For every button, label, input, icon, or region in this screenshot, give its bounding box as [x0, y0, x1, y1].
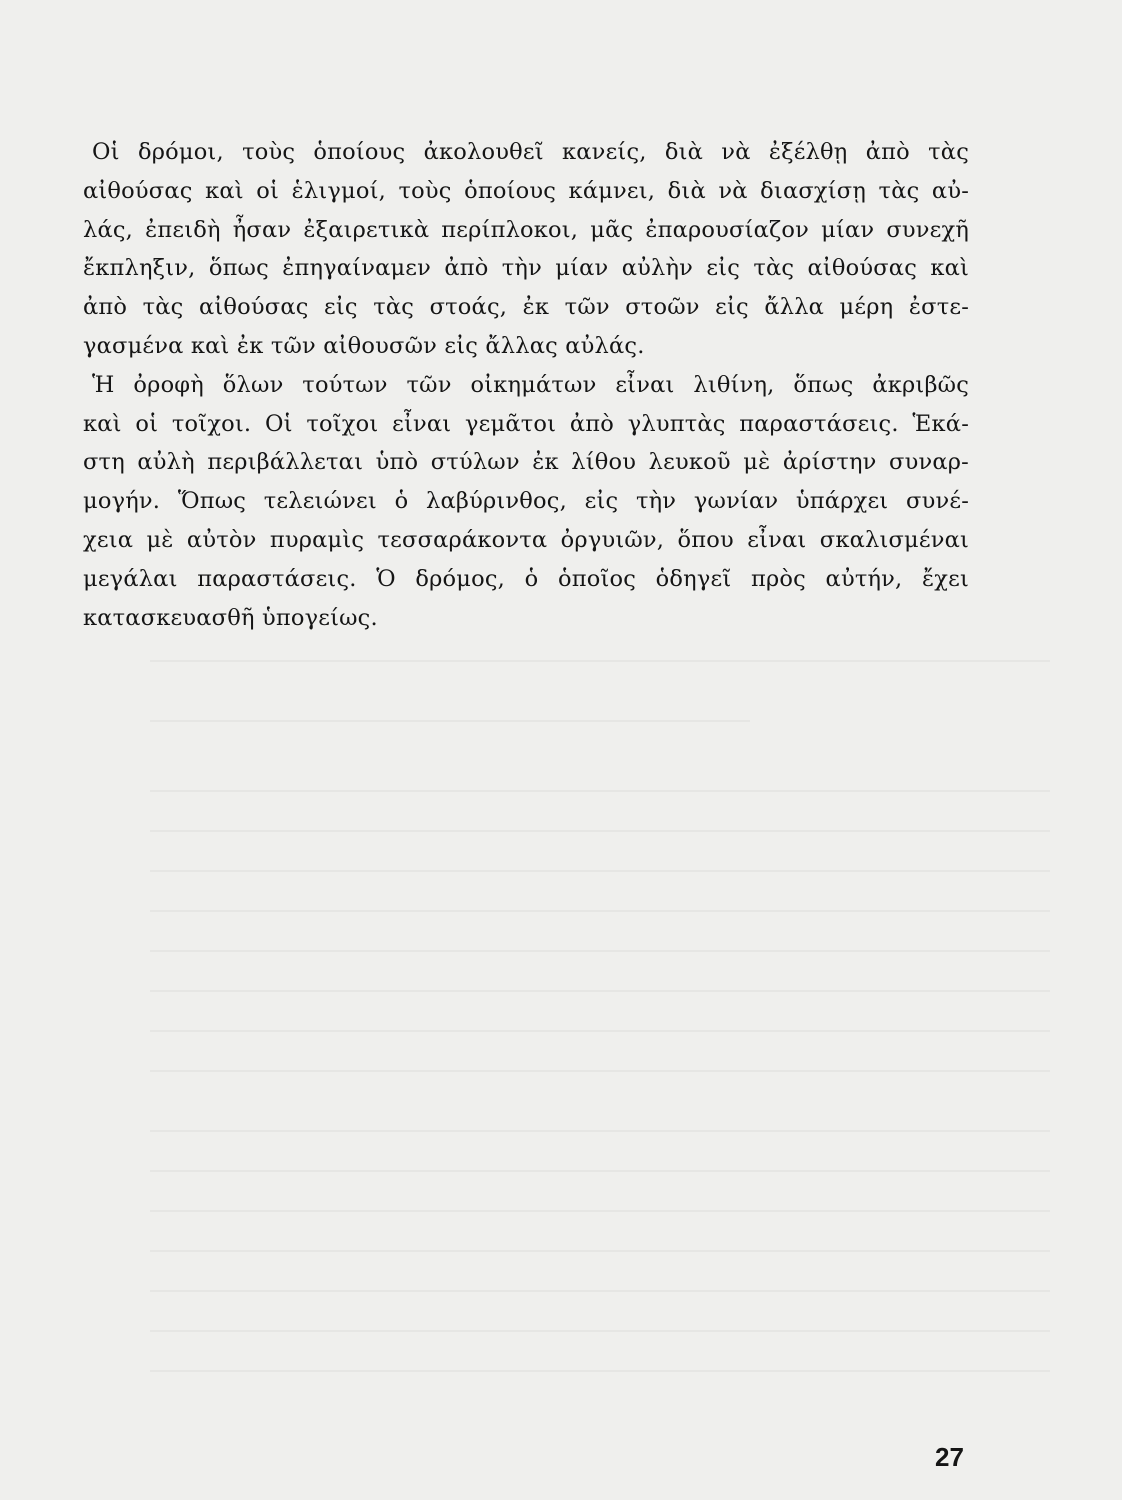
show-through-line [150, 950, 1050, 952]
show-through-line [150, 1170, 1050, 1172]
body-text [83, 133, 969, 637]
show-through-line [150, 910, 1050, 912]
text-line: Ἡ ὀροφὴ ὅλων τούτων τῶν οἰκημάτων εἶναι λιθίνη, ὅπως ἀκριβῶς [92, 371, 969, 398]
show-through-line [150, 870, 1050, 872]
show-through-line [150, 830, 1050, 832]
show-through-line [150, 1210, 1050, 1212]
show-through-line [150, 1250, 1050, 1252]
text-line: γασμένα καὶ ἐκ τῶν αἰθουσῶν εἰς ἄλλας αὐλάς. [83, 332, 645, 359]
text-line: λάς, ἐπειδὴ ἦσαν ἐξαιρετικὰ περίπλοκοι, μᾶς ἐπαρουσίαζον μίαν συνεχῆ [83, 216, 969, 243]
text-line: Οἱ δρόμοι, τοὺς ὁποίους ἀκολουθεῖ κανείς, διὰ νὰ ἐξέλθῃ ἀπὸ τὰς [92, 139, 969, 165]
show-through-line [150, 1070, 1050, 1072]
show-through-line [150, 660, 1050, 662]
page-number: 27 [935, 1442, 964, 1472]
show-through-line [150, 1290, 1050, 1292]
show-through-line [150, 1330, 1050, 1332]
text-line: κατασκευασθῆ ὑπογείως. [83, 604, 378, 631]
show-through-line [150, 990, 1050, 992]
show-through-line [150, 720, 750, 722]
show-through-line [150, 1130, 1050, 1132]
text-line: στη αὐλὴ περιβάλλεται ὑπὸ στύλων ἐκ λίθου λευκοῦ μὲ ἀρίστην συναρ- [83, 449, 969, 476]
text-line: μογήν. Ὅπως τελειώνει ὁ λαβύρινθος, εἰς τὴν γωνίαν ὑπάρχει συνέ- [83, 488, 969, 515]
text-line: αἰθούσας καὶ οἱ ἑλιγμοί, τοὺς ὁποίους κάμνει, διὰ νὰ διασχίσῃ τὰς αὐ- [83, 177, 969, 204]
text-line: ἔκπληξιν, ὅπως ἐπηγαίναμεν ἀπὸ τὴν μίαν αὐλὴν εἰς τὰς αἰθούσας καὶ [83, 255, 969, 282]
show-through-line [150, 790, 1050, 792]
show-through-line [150, 1370, 1050, 1372]
text-line: καὶ οἱ τοῖχοι. Οἱ τοῖχοι εἶναι γεμᾶτοι ἀπὸ γλυπτὰς παραστάσεις. Ἑκά- [83, 410, 969, 437]
text-line: μεγάλαι παραστάσεις. Ὁ δρόμος, ὁ ὁποῖος ὁδηγεῖ πρὸς αὐτήν, ἔχει [83, 565, 969, 592]
show-through-line [150, 1030, 1050, 1032]
text-line: χεια μὲ αὐτὸν πυραμὶς τεσσαράκοντα ὀργυιῶν, ὅπου εἶναι σκαλισμέναι [83, 526, 969, 553]
text-line: ἀπὸ τὰς αἰθούσας εἰς τὰς στοάς, ἐκ τῶν στοῶν εἰς ἄλλα μέρη ἐστε- [83, 294, 969, 321]
